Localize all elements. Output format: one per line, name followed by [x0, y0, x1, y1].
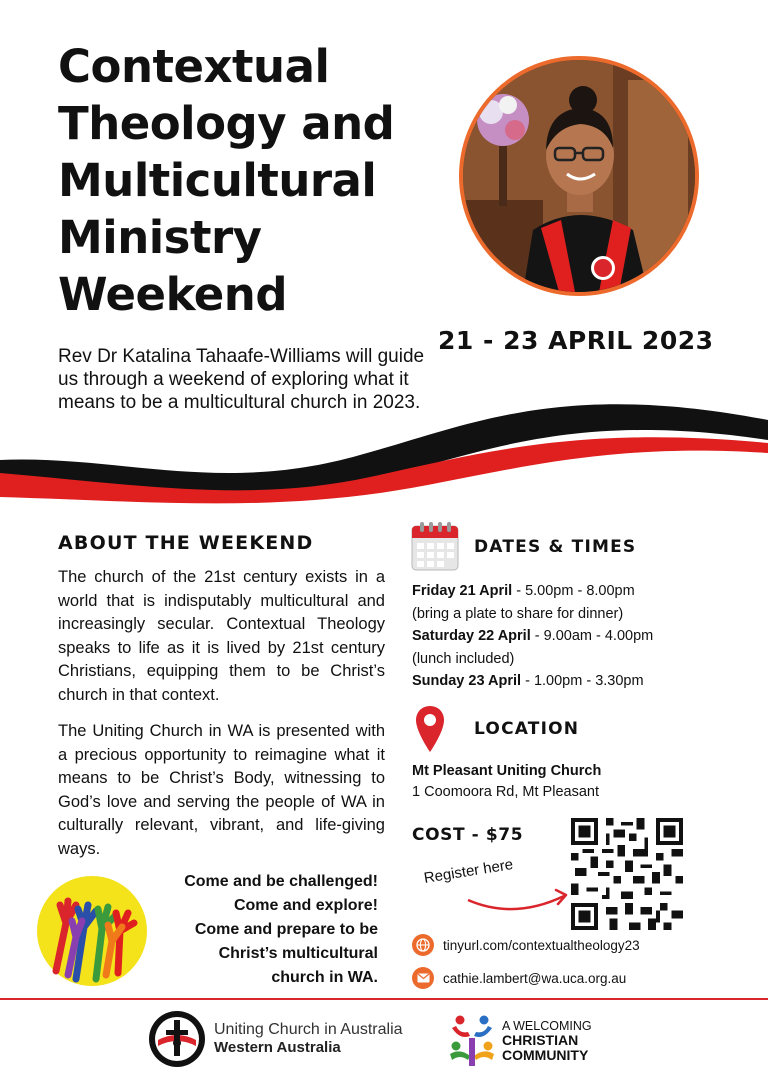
qr-code[interactable]: [571, 818, 683, 930]
welcoming-line-1: A WELCOMING: [502, 1019, 592, 1033]
welcoming-wordmark: [502, 1019, 592, 1063]
cta-line: Christ’s multicultural: [218, 945, 378, 962]
welcoming-community-icon: [448, 1014, 496, 1070]
call-to-action: [150, 870, 378, 990]
speaker-photo: [459, 56, 699, 296]
welcoming-line-3: COMMUNITY: [502, 1047, 589, 1063]
schedule-row-sunday: [412, 670, 752, 693]
title-line: Weekend: [58, 268, 288, 321]
title-line: Multicultural: [58, 154, 377, 207]
about-paragraph-2: The Uniting Church in WA is presented with a precious opportunity to reimagine what it means to be Christ’s Body, witnessing to God’s love and serving the people of WA in culturally relevant, vibrant, and life-giving ways.: [58, 722, 385, 858]
cta-line: Come and prepare to be: [194, 921, 378, 938]
about-heading: ABOUT THE WEEKEND: [58, 532, 314, 554]
raised-hands-icon: [36, 875, 148, 987]
schedule-time: - 5.00pm - 8.00pm: [512, 583, 635, 599]
dates-times-heading: DATES & TIMES: [474, 537, 637, 557]
event-title: [58, 38, 458, 323]
website-link[interactable]: [412, 933, 640, 957]
cta-line: Come and be challenged!: [184, 873, 378, 890]
cta-line: church in WA.: [271, 969, 378, 986]
globe-icon: [412, 934, 434, 956]
email-link[interactable]: [412, 966, 626, 990]
register-label: Register here: [422, 856, 515, 887]
venue-name: Mt Pleasant Uniting Church: [412, 763, 602, 779]
schedule-note: (lunch included): [412, 650, 515, 667]
speaker-photo-illustration: [463, 60, 695, 292]
location-heading: LOCATION: [474, 719, 580, 739]
title-line: Contextual: [58, 40, 330, 93]
calendar-icon: [410, 520, 460, 572]
cost-label: COST - $75: [412, 825, 524, 845]
footer-divider: [0, 998, 768, 1000]
website-url[interactable]: tinyurl.com/contextualtheology23: [443, 937, 640, 953]
schedule-row-saturday: [412, 625, 752, 648]
cta-line: Come and explore!: [233, 897, 378, 914]
schedule-time: - 9.00am - 4.00pm: [530, 628, 654, 644]
intro-text: Rev Dr Katalina Tahaafe-Williams will guide us through a weekend of exploring what it means to be a multicultural church in 2023.: [58, 346, 425, 413]
welcoming-line-2: CHRISTIAN: [502, 1032, 579, 1048]
schedule-day: Saturday 22 April: [412, 628, 531, 644]
schedule-day: Friday 21 April: [412, 583, 513, 599]
decorative-wave: [0, 385, 768, 505]
venue: [412, 761, 712, 803]
uca-logo-icon: [148, 1010, 206, 1068]
schedule-note: (bring a plate to share for dinner): [412, 605, 624, 622]
uca-line-1: Uniting Church in Australia: [214, 1021, 403, 1038]
uca-wordmark: [214, 1020, 403, 1057]
map-pin-icon: [414, 704, 446, 754]
arrow-icon: [464, 880, 572, 916]
schedule-row-friday: [412, 580, 752, 603]
title-line: Theology and: [58, 97, 395, 150]
uca-line-2: Western Australia: [214, 1039, 341, 1056]
schedule-time: - 1.00pm - 3.30pm: [521, 673, 644, 689]
schedule-day: Sunday 23 April: [412, 673, 522, 689]
title-line: Ministry: [58, 211, 262, 264]
event-date-headline: 21 - 23 APRIL 2023: [438, 326, 714, 355]
email-address[interactable]: cathie.lambert@wa.uca.org.au: [443, 970, 627, 986]
email-icon: [412, 967, 434, 989]
about-paragraph-1: The church of the 21st century exists in a world that is indisputably multicultural and increasingly secular. Contextual Theology speaks to life as it is lived by 21st century Christians, equipping them to be Christ’s church in that context.: [58, 568, 385, 704]
schedule: [412, 580, 752, 693]
venue-address: 1 Coomoora Rd, Mt Pleasant: [412, 784, 599, 800]
